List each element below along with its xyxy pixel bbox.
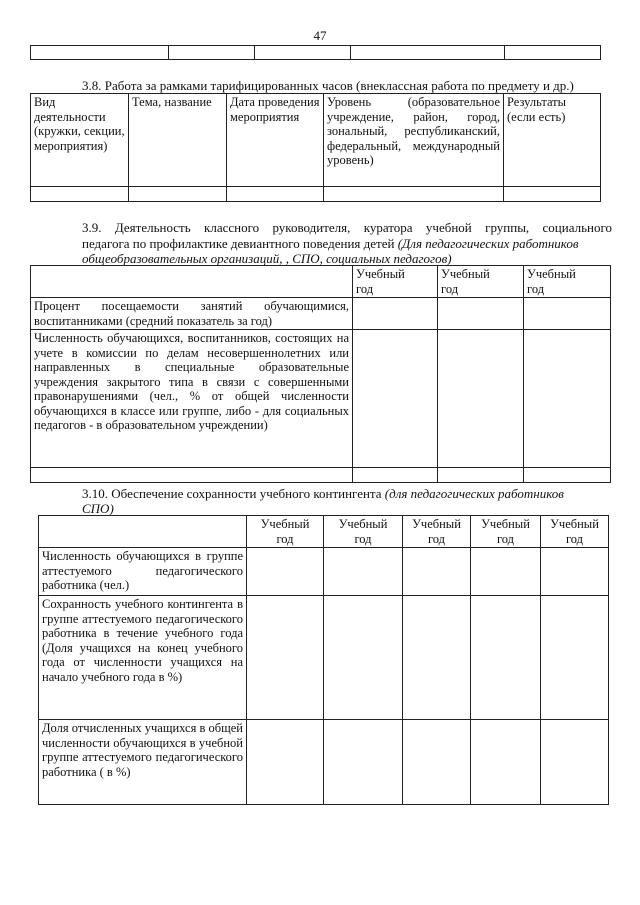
- page-number: 47: [313, 28, 327, 43]
- empty-cell: [403, 548, 471, 596]
- empty-cell: [541, 548, 609, 596]
- empty-cell: [438, 330, 524, 468]
- year-header-word: Учебный: [441, 267, 490, 281]
- retention-table: [38, 515, 609, 805]
- empty-cell: [353, 330, 438, 468]
- year-header: [324, 516, 403, 548]
- empty-cell: [541, 596, 609, 720]
- year-header-word: Учебный: [527, 267, 576, 281]
- top-table-cell: [31, 46, 169, 60]
- year-header: [541, 516, 609, 548]
- header-results: Результаты (если есть): [504, 94, 601, 187]
- empty-cell: [247, 596, 324, 720]
- empty-cell: [324, 548, 403, 596]
- section-3-10-title-plain: 3.10. Обеспечение сохранности учебного контингента: [82, 486, 385, 501]
- row-expelled-share: Доля отчисленных учащихся в общей численности обучающихся в учебной группе аттестуемого педагогического работника ( в %): [39, 720, 247, 805]
- header-level: Уровень (образовательное учреждение, район, город, зональный, республиканский, федеральный, международный уровень): [324, 94, 504, 187]
- empty-cell: [227, 187, 324, 202]
- empty-cell: [438, 298, 524, 330]
- year-header-word: Учебный: [356, 267, 405, 281]
- section-3-9-title-line3: общеобразовательных организаций, , СПО, социальных педагогов): [82, 251, 452, 266]
- year-header-word: год: [276, 531, 294, 546]
- section-3-9-title-italic: (Для педагогических работников: [397, 236, 579, 251]
- empty-cell: [324, 596, 403, 720]
- section-3-9-title-line1: 3.9. Деятельность классного руководителя, куратора учебной группы, социального: [82, 220, 612, 235]
- top-table-cell: [169, 46, 255, 60]
- row-juvenile-registry: Численность обучающихся, воспитанников, состоящих на учете в комиссии по делам несовершеннолетних или направленных в специальные образовательные учреждения закрытого типа в связи с совершенными правонарушениями (чел., % от общей численности обучающихся в классе или группе, либо - для социальных педагогов - в образовательном учреждении): [31, 330, 353, 468]
- empty-cell: [524, 298, 611, 330]
- row-student-count: Численность обучающихся в группе аттестуемого педагогического работника (чел.): [39, 548, 247, 596]
- year-header-word: год: [565, 531, 584, 546]
- section-3-8-title: 3.8. Работа за рамками тарифицированных часов (внеклассная работа по предмету и др.): [82, 78, 574, 93]
- header-date: Дата проведения мероприятия: [227, 94, 324, 187]
- year-header: [471, 516, 541, 548]
- empty-cell: [403, 720, 471, 805]
- activity-table: [30, 93, 601, 202]
- empty-cell: [353, 298, 438, 330]
- section-3-9-title-line2: [82, 236, 612, 251]
- empty-cell: [438, 468, 524, 483]
- section-3-9-title-plain: педагога по профилактике девиантного поведения детей: [82, 236, 398, 251]
- year-header-word: Учебный: [481, 517, 530, 531]
- year-header: [524, 266, 611, 298]
- year-header-word: год: [427, 531, 446, 546]
- year-header: [247, 516, 324, 548]
- year-header-word: год: [356, 281, 374, 296]
- empty-cell: [471, 596, 541, 720]
- row-attendance: Процент посещаемости занятий обучающимися, воспитанниками (средний показатель за год): [31, 298, 353, 330]
- curator-table: [30, 265, 611, 483]
- empty-cell: [39, 516, 247, 548]
- empty-cell: [471, 720, 541, 805]
- empty-cell: [471, 548, 541, 596]
- empty-cell: [541, 720, 609, 805]
- year-header: [353, 266, 438, 298]
- empty-cell: [353, 468, 438, 483]
- year-header-word: Учебный: [260, 517, 310, 531]
- empty-cell: [324, 720, 403, 805]
- empty-cell: [247, 548, 324, 596]
- section-3-10-title-italic: (для педагогических работников: [384, 486, 564, 501]
- top-table-cell: [505, 46, 601, 60]
- year-header-word: год: [527, 281, 545, 296]
- empty-cell: [129, 187, 227, 202]
- empty-cell: [247, 720, 324, 805]
- empty-cell: [31, 187, 129, 202]
- empty-cell: [324, 187, 504, 202]
- year-header-word: год: [354, 531, 372, 546]
- year-header-word: Учебный: [412, 517, 461, 531]
- section-3-10-title-italic-2: СПО): [82, 501, 114, 516]
- year-header-word: год: [496, 531, 515, 546]
- year-header: [438, 266, 524, 298]
- empty-cell: [31, 266, 353, 298]
- empty-cell: [31, 468, 353, 483]
- year-header-word: Учебный: [338, 517, 388, 531]
- header-topic: Тема, название: [129, 94, 227, 187]
- year-header-word: Учебный: [550, 517, 599, 531]
- row-retention: Сохранность учебного контингента в группе аттестуемого педагогического работника в течение учебного года (Доля учащихся на конец учебного года от численности учащихся на начало учебного года в %): [39, 596, 247, 720]
- year-header: [403, 516, 471, 548]
- year-header-word: год: [441, 281, 459, 296]
- top-table-cell: [255, 46, 351, 60]
- header-activity-type: Вид деятельности (кружки, секции, мероприятия): [31, 94, 129, 187]
- empty-cell: [524, 330, 611, 468]
- top-table: [30, 45, 601, 60]
- empty-cell: [504, 187, 601, 202]
- top-table-cell: [351, 46, 505, 60]
- section-3-10-title: [82, 486, 612, 501]
- empty-cell: [403, 596, 471, 720]
- empty-cell: [524, 468, 611, 483]
